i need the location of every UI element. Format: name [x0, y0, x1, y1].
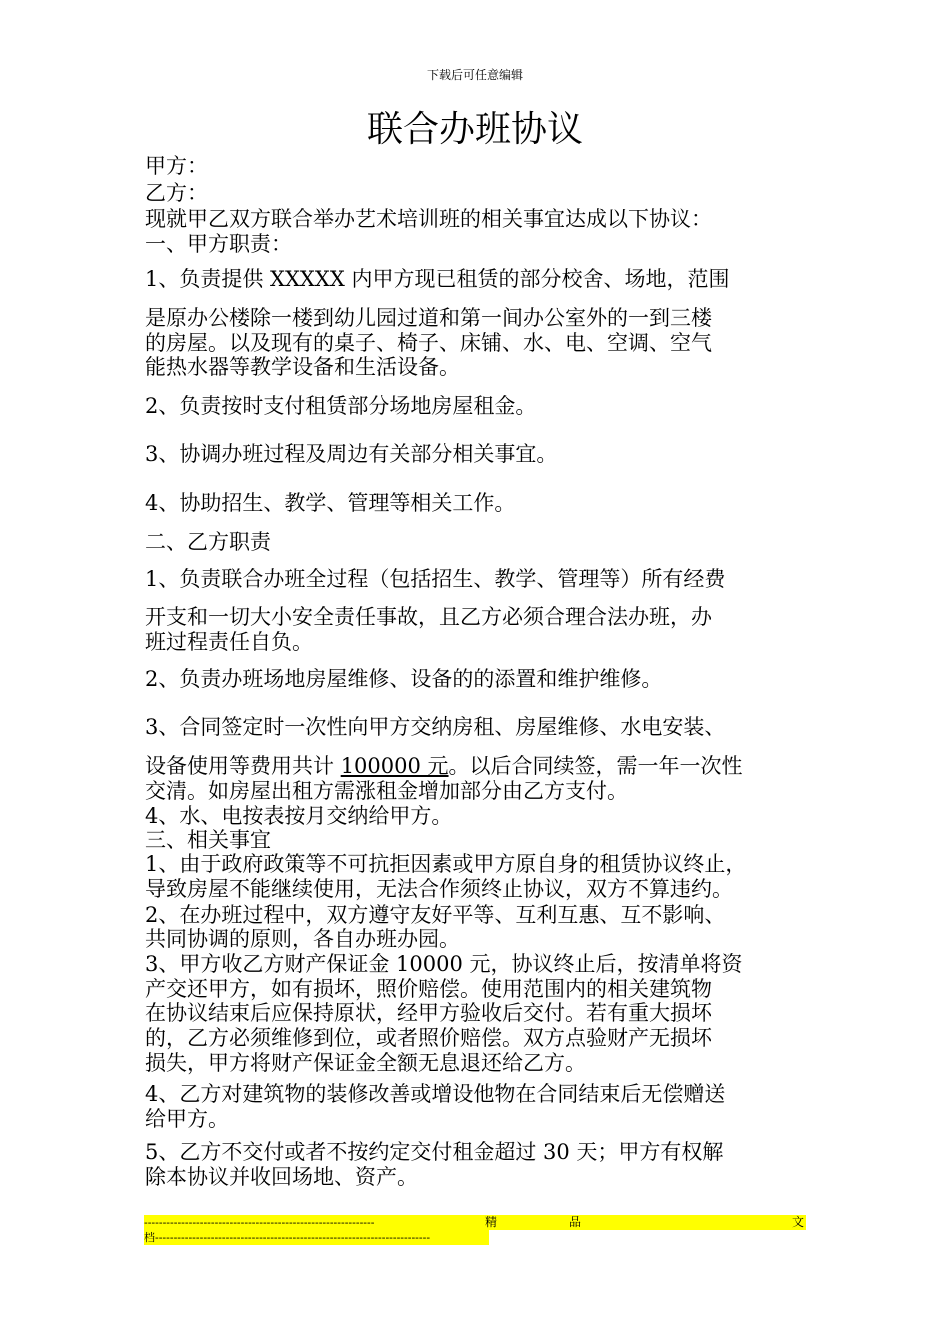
paragraph-line: 导致房屋不能继续使用，无法合作须终止协议，双方不算违约。 — [145, 877, 733, 901]
footer-char: 文 — [792, 1215, 805, 1229]
footer-char: 品 — [569, 1215, 582, 1229]
paragraph-line: 交清。如房屋出租方需涨租金增加部分由乙方支付。 — [145, 779, 628, 803]
party-b-line: 乙方： — [145, 181, 208, 205]
party-a-line: 甲方： — [145, 154, 208, 178]
header-note: 下载后可任意编辑 — [426, 68, 523, 82]
paragraph-line: 除本协议并收回场地、资产。 — [145, 1165, 418, 1189]
paragraph-line: 的，乙方必须维修到位，或者照价赔偿。双方点验财产无损坏 — [145, 1026, 712, 1050]
text-segment: 设备使用等费用共计 — [145, 754, 341, 778]
footer-char: 精 — [485, 1215, 498, 1229]
paragraph-line: 3、合同签定时一次性向甲方交纳房租、房屋维修、水电安装、 — [145, 715, 726, 739]
paragraph-line: 2、在办班过程中，双方遵守友好平等、互利互惠、互不影响、 — [145, 903, 726, 927]
paragraph-line: 4、协助招生、教学、管理等相关工作。 — [145, 491, 516, 515]
paragraph-line: 产交还甲方，如有损坏，照价赔偿。使用范围内的相关建筑物 — [145, 977, 712, 1001]
paragraph-line: 损失，甲方将财产保证金全额无息退还给乙方。 — [145, 1051, 586, 1075]
section-heading-party-a: 一、甲方职责： — [145, 232, 292, 256]
footer-watermark-line-2: 档-------------------------------------------------------------------------- — [144, 1230, 489, 1245]
paragraph-line: 能热水器等教学设备和生活设备。 — [145, 355, 460, 379]
text-segment: 。以后合同续签，需一年一次性 — [448, 754, 743, 778]
footer-watermark-line-1 — [144, 1215, 806, 1230]
paragraph-line: 共同协调的原则，各自办班办园。 — [145, 927, 460, 951]
paragraph-line: 1、由于政府政策等不可抗拒因素或甲方原自身的租赁协议终止， — [145, 852, 747, 876]
paragraph-line: 给甲方。 — [145, 1107, 229, 1131]
paragraph-line: 班过程责任自负。 — [145, 630, 313, 654]
paragraph-line: 2、负责办班场地房屋维修、设备的的添置和维护维修。 — [145, 667, 663, 691]
paragraph-line: 4、水、电按表按月交纳给甲方。 — [145, 804, 453, 828]
paragraph-line: 3、协调办班过程及周边有关部分相关事宜。 — [145, 442, 558, 466]
paragraph-line: 4、乙方对建筑物的装修改善或增设他物在合同结束后无偿赠送 — [145, 1082, 726, 1106]
paragraph-line-with-amount — [145, 753, 743, 779]
paragraph-line: 在协议结束后应保持原状，经甲方验收后交付。若有重大损坏 — [145, 1001, 712, 1025]
paragraph-line: 是原办公楼除一楼到幼儿园过道和第一间办公室外的一到三楼 — [145, 306, 712, 330]
underlined-amount: 100000 元 — [340, 754, 449, 778]
paragraph-line: 开支和一切大小安全责任事故，且乙方必须合理合法办班，办 — [145, 605, 712, 629]
section-heading-related-matters: 三、相关事宜 — [145, 828, 271, 852]
section-heading-party-b: 二、乙方职责 — [145, 530, 271, 554]
document-title: 联合办班协议 — [366, 109, 583, 150]
paragraph-line: 5、乙方不交付或者不按约定交付租金超过 30 天；甲方有权解 — [145, 1140, 724, 1164]
paragraph-line: 1、负责联合办班全过程（包括招生、教学、管理等）所有经费 — [145, 567, 726, 591]
footer-dashes: -------------------------------------------------------------- — [144, 1216, 375, 1229]
intro-paragraph: 现就甲乙双方联合举办艺术培训班的相关事宜达成以下协议： — [145, 207, 712, 231]
paragraph-line: 1、负责提供 XXXXX 内甲方现已租赁的部分校舍、场地，范围 — [145, 267, 730, 291]
paragraph-line: 的房屋。以及现有的桌子、椅子、床铺、水、电、空调、空气 — [145, 331, 712, 355]
paragraph-line: 2、负责按时支付租赁部分场地房屋租金。 — [145, 394, 537, 418]
paragraph-line: 3、甲方收乙方财产保证金 10000 元，协议终止后，按清单将资 — [145, 952, 743, 976]
